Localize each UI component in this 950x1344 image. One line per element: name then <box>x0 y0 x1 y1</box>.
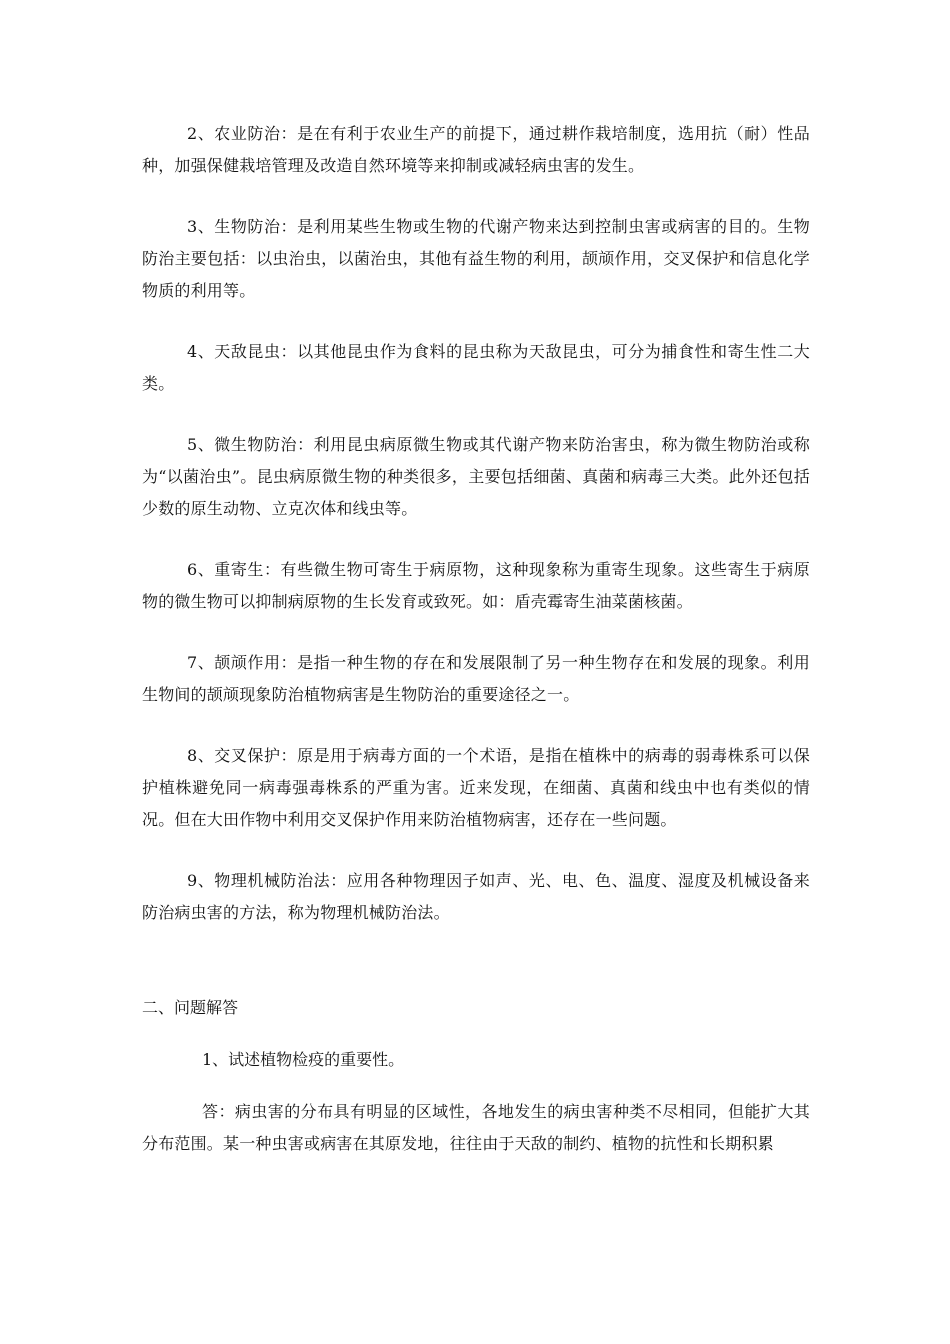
term-paragraph-5: 5、微生物防治：利用昆虫病原微生物或其代谢产物来防治害虫，称为微生物防治或称为“以菌治虫”。昆虫病原微生物的种类很多，主要包括细菌、真菌和病毒三大类。此外还包括少数的原生动物、立克次体和线虫等。 <box>142 435 810 518</box>
term-paragraph-6: 6、重寄生：有些微生物可寄生于病原物，这种现象称为重寄生现象。这些寄生于病原物的微生物可以抑制病原物的生长发育或致死。如：盾壳霉寄生油菜菌核菌。 <box>142 560 810 611</box>
term-paragraph-3: 3、生物防治：是利用某些生物或生物的代谢产物来达到控制虫害或病害的目的。生物防治主要包括：以虫治虫，以菌治虫，其他有益生物的利用，颉颃作用，交叉保护和信息化学物质的利用等。 <box>142 217 810 300</box>
term-paragraph-8: 8、交叉保护：原是用于病毒方面的一个术语，是指在植株中的病毒的弱毒株系可以保护植株避免同一病毒强毒株系的严重为害。近来发现，在细菌、真菌和线虫中也有类似的情况。但在大田作物中利用交叉保护作用来防治植物病害，还存在一些问题。 <box>142 746 810 829</box>
term-paragraph-7: 7、颉颃作用：是指一种生物的存在和发展限制了另一种生物存在和发展的现象。利用生物间的颉颃现象防治植物病害是生物防治的重要途径之一。 <box>142 653 810 704</box>
question-1: 1、试述植物检疫的重要性。 <box>202 1050 405 1069</box>
section-heading: 二、问题解答 <box>142 998 239 1017</box>
term-paragraph-2: 2、农业防治：是在有利于农业生产的前提下，通过耕作栽培制度，选用抗（耐）性品种，加强保健栽培管理及改造自然环境等来抑制或减轻病虫害的发生。 <box>142 124 810 175</box>
term-paragraph-9: 9、物理机械防治法：应用各种物理因子如声、光、电、色、温度、湿度及机械设备来防治病虫害的方法，称为物理机械防治法。 <box>142 871 810 922</box>
term-paragraph-4: 4、天敌昆虫：以其他昆虫作为食料的昆虫称为天敌昆虫，可分为捕食性和寄生性二大类。 <box>142 342 810 393</box>
document-body <box>142 118 810 1160</box>
answer-paragraph: 答：病虫害的分布具有明显的区域性，各地发生的病虫害种类不尽相同，但能扩大其分布范围。某一种虫害或病害在其原发地，往往由于天敌的制约、植物的抗性和长期积累 <box>142 1102 810 1153</box>
